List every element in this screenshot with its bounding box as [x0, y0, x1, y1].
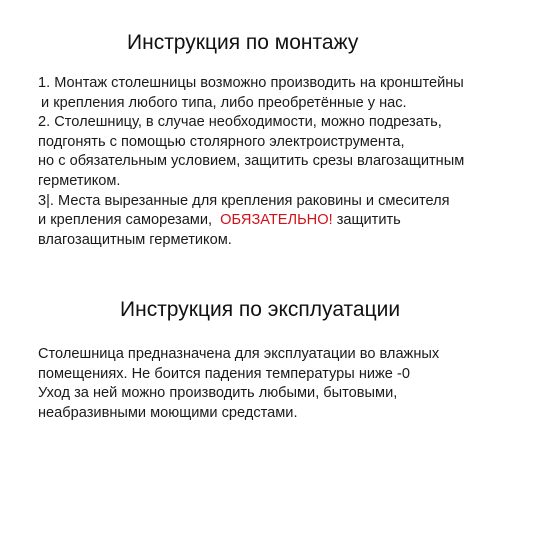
installation-line-8-start: и крепления саморезами,	[38, 212, 221, 229]
installation-line-7: 3|. Места вырезанные для крепления раковины и смесителя	[38, 192, 450, 209]
installation-line-4: подгонять с помощью столярного электроиструмента,	[38, 133, 405, 150]
installation-text	[38, 74, 553, 250]
installation-line-8-end: защитить	[332, 212, 401, 229]
installation-line-9: влагозащитным герметиком.	[38, 231, 232, 248]
installation-line-3: 2. Столешницу, в случае необходимости, можно подрезать,	[38, 114, 442, 131]
installation-line-8	[38, 211, 553, 231]
warning-text: ОБЯЗАТЕЛЬНО!	[220, 212, 333, 229]
installation-title: Инструкция по монтажу	[127, 31, 359, 54]
installation-line-5: но с обязательным условием, защитить срезы влагозащитным	[38, 153, 465, 170]
usage-line-1: Столешница предназначена для эксплуатации во влажных	[38, 346, 440, 362]
usage-line-2: помещениях. Не боится падения температуры ниже -0	[38, 365, 410, 382]
installation-line-1: 1. Монтаж столешницы возможно производить на кронштейны	[38, 75, 464, 91]
usage-line-3: Уход за ней можно производить любыми, бытовыми,	[38, 385, 398, 402]
installation-line-2: и крепления любого типа, либо преобретённые у нас.	[41, 94, 407, 111]
usage-line-4: неабразивными моющими средстами.	[38, 404, 298, 421]
usage-text	[38, 345, 553, 423]
usage-title: Инструкция по эксплуатации	[120, 298, 401, 321]
installation-line-6: герметиком.	[38, 172, 121, 189]
